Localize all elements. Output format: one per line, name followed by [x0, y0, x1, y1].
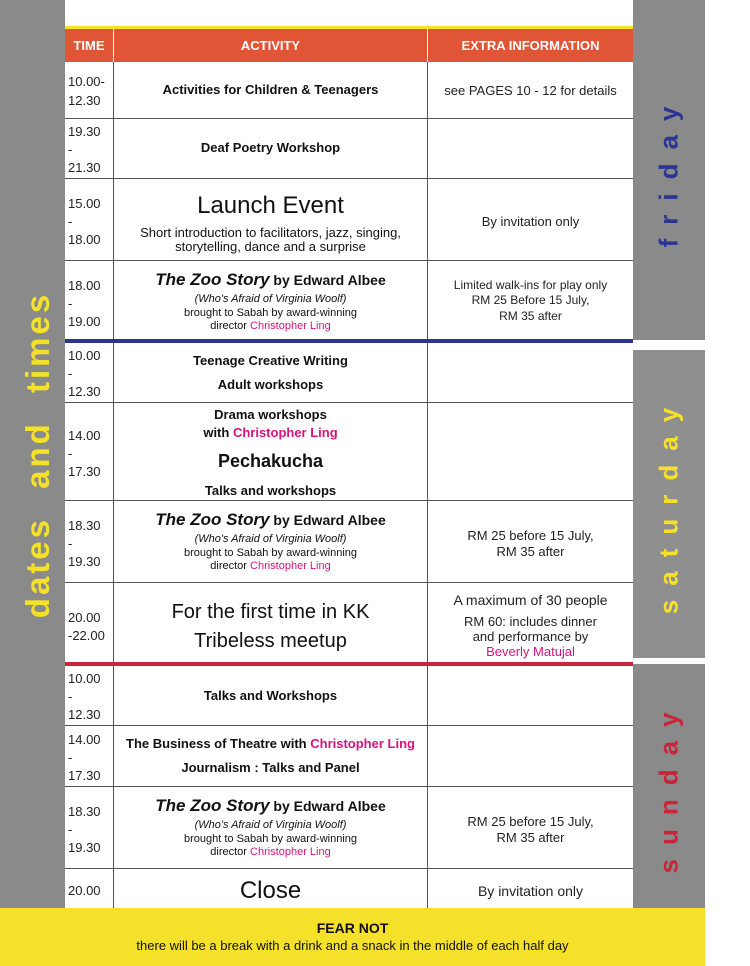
- extra-text: By invitation only: [481, 214, 580, 229]
- sidebar-label: dates and times: [19, 291, 56, 619]
- friday-band: [633, 0, 705, 340]
- extra-line-2: RM 25 Before 15 July,: [471, 293, 590, 307]
- play-title: The Zoo Story: [155, 796, 270, 815]
- time-sep: -: [68, 750, 73, 765]
- extra-line-1: RM 25 before 15 July,: [467, 528, 594, 543]
- play-subtitle: (Who's Afraid of Virginia Woolf): [194, 533, 347, 545]
- time-sep: -: [68, 142, 73, 157]
- time-start: 18.30: [68, 804, 101, 819]
- play-line-3: brought to Sabah by award-winning: [183, 547, 358, 559]
- right-margin: [705, 0, 750, 966]
- extra-line-3: and performance by: [472, 629, 589, 644]
- time-start: 15.00: [68, 196, 101, 211]
- table-row: [65, 179, 633, 261]
- time-start: 19.30: [68, 124, 101, 139]
- play-author: by Edward Albee: [269, 272, 386, 288]
- time-sep: -: [68, 214, 73, 229]
- footer-banner: [0, 908, 705, 966]
- time-end: 18.00: [68, 232, 101, 247]
- play-author: by Edward Albee: [269, 798, 386, 814]
- sunday-band: [633, 664, 705, 908]
- activity-line-4: Talks and workshops: [204, 483, 337, 498]
- pechakucha-title: Pechakucha: [217, 451, 324, 471]
- activity-line-1: The Business of Theatre with: [126, 736, 311, 751]
- time-end: 12.30: [68, 93, 101, 108]
- activity-line-1: For the first time in KK: [171, 601, 370, 623]
- activity-line-1: Drama workshops: [214, 407, 327, 422]
- dates-and-times-sidebar: [0, 0, 65, 908]
- table-header: [65, 29, 633, 62]
- time-sep: -: [68, 822, 73, 837]
- footer-text: there will be a break with a drink and a snack in the middle of each half day: [136, 938, 569, 953]
- extra-line-1: A maximum of 30 people: [453, 592, 608, 608]
- table-row: [65, 119, 633, 179]
- time-sep: -: [68, 366, 73, 381]
- time-end: 12.30: [68, 707, 101, 722]
- activity-text: Deaf Poetry Workshop: [200, 140, 341, 155]
- time-start: 18.30: [68, 518, 101, 533]
- launch-desc-1: Short introduction to facilitators, jazz, singing,: [140, 225, 401, 240]
- table-row: [65, 501, 633, 583]
- extra-line-1: Limited walk-ins for play only: [453, 278, 608, 292]
- table-row: [65, 787, 633, 869]
- table-row: [65, 62, 633, 119]
- time-start: 18.00: [68, 278, 101, 293]
- play-line-3: brought to Sabah by award-winning: [183, 307, 358, 319]
- time-start: 14.00: [68, 428, 101, 443]
- launch-event-title: Launch Event: [197, 192, 344, 219]
- play-line-4: director: [210, 846, 251, 858]
- saturday-band: [633, 350, 705, 658]
- table-row: [65, 869, 633, 908]
- header-activity: ACTIVITY: [114, 29, 428, 62]
- activity-line-2: Journalism : Talks and Panel: [181, 760, 360, 775]
- top-strip: [65, 0, 633, 29]
- extra-line-1: RM 25 before 15 July,: [467, 814, 594, 829]
- performer-name: Beverly Matujal: [486, 644, 575, 659]
- activity-text: Talks and Workshops: [203, 688, 338, 703]
- director-name: Christopher Ling: [232, 425, 338, 440]
- activity-line-1: Teenage Creative Writing: [193, 353, 348, 368]
- day-label-sunday: sunday: [653, 698, 684, 874]
- director-name: Christopher Ling: [250, 846, 331, 858]
- table-row: [65, 343, 633, 403]
- director-name: Christopher Ling: [310, 736, 415, 751]
- activity-line-2: Tribeless meetup: [194, 630, 347, 652]
- play-line-4: director: [210, 560, 251, 572]
- time-start: 20.00: [68, 610, 101, 625]
- header-extra: EXTRA INFORMATION: [461, 38, 600, 53]
- extra-line-2: RM 60: includes dinner: [464, 614, 597, 629]
- time-end: 21.30: [68, 160, 101, 175]
- time-start: 10.00-: [68, 74, 105, 89]
- day-label-friday: friday: [653, 92, 684, 248]
- extra-line-2: RM 35 after: [496, 544, 565, 559]
- time-end: 19.30: [68, 554, 101, 569]
- time-start: 10.00: [68, 348, 101, 363]
- time-end: -22.00: [68, 628, 105, 643]
- table-row: [65, 261, 633, 339]
- director-name: Christopher Ling: [250, 320, 331, 332]
- time-end: 12.30: [68, 384, 101, 399]
- time-sep: -: [68, 689, 73, 704]
- play-title: The Zoo Story: [155, 510, 270, 529]
- table-row: [65, 726, 633, 787]
- time-start: 14.00: [68, 732, 101, 747]
- table-row: [65, 583, 633, 662]
- day-label-saturday: saturday: [653, 393, 684, 615]
- play-line-4: director: [210, 320, 251, 332]
- extra-text: By invitation only: [477, 883, 584, 899]
- header-time: TIME: [65, 29, 114, 62]
- director-name: Christopher Ling: [250, 560, 331, 572]
- table-row: [65, 403, 633, 501]
- table-row: [65, 666, 633, 726]
- time-start: 20.00: [68, 883, 101, 898]
- close-title: Close: [239, 877, 302, 904]
- time-start: 10.00: [68, 671, 101, 686]
- time-sep: -: [68, 446, 73, 461]
- extra-text: see PAGES 10 - 12 for details: [444, 83, 617, 98]
- time-sep: -: [68, 536, 73, 551]
- time-end: 17.30: [68, 464, 101, 479]
- activity-line-2: Adult workshops: [217, 377, 324, 392]
- extra-line-2: RM 35 after: [496, 830, 565, 845]
- footer-title: FEAR NOT: [316, 920, 389, 936]
- time-end: 17.30: [68, 768, 101, 783]
- time-end: 19.00: [68, 314, 101, 329]
- time-end: 19.30: [68, 840, 101, 855]
- activity-line-2: with: [203, 425, 233, 440]
- play-title: The Zoo Story: [155, 270, 270, 289]
- extra-line-3: RM 35 after: [499, 309, 562, 323]
- play-subtitle: (Who's Afraid of Virginia Woolf): [194, 819, 347, 831]
- play-author: by Edward Albee: [269, 512, 386, 528]
- activity-text: Activities for Children & Teenagers: [162, 82, 379, 97]
- time-sep: -: [68, 296, 73, 311]
- play-subtitle: (Who's Afraid of Virginia Woolf): [194, 293, 347, 305]
- play-line-3: brought to Sabah by award-winning: [183, 833, 358, 845]
- launch-desc-2: storytelling, dance and a surprise: [175, 239, 366, 254]
